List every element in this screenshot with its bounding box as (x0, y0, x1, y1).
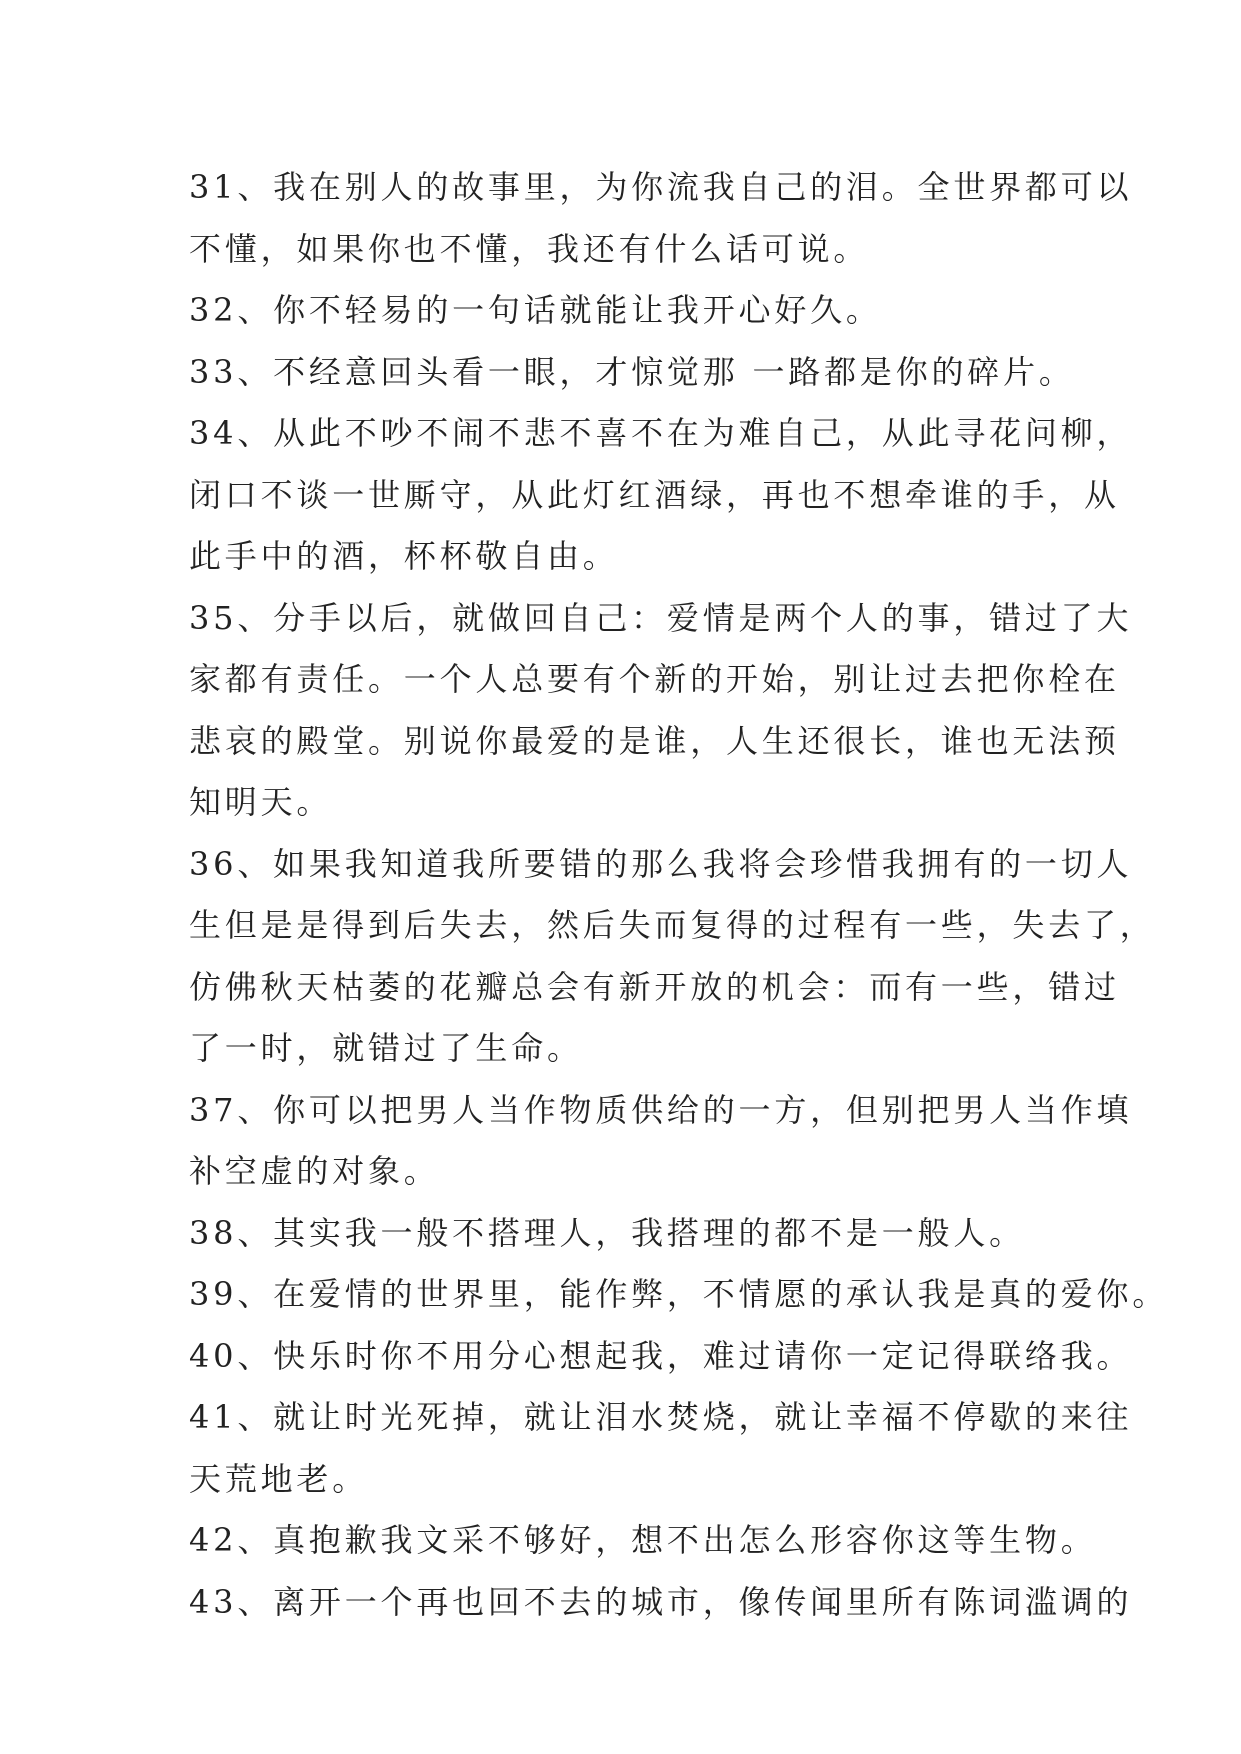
text-line: 知明天。 (189, 783, 333, 821)
text-line: 39、在爱情的世界里，能作弊，不情愿的承认我是真的爱你。 (189, 1275, 1169, 1313)
text-line: 了一时，就错过了生命。 (189, 1029, 583, 1067)
text-line: 36、如果我知道我所要错的那么我将会珍惜我拥有的一切人 (189, 844, 1133, 883)
text-line: 补空虚的对象。 (189, 1152, 440, 1190)
text-line: 闭口不谈一世厮守，从此灯红酒绿，再也不想牵谁的手，从 (189, 475, 1120, 514)
text-line: 生但是是得到后失去，然后失而复得的过程有一些，失去了， (189, 906, 1156, 944)
text-line: 33、不经意回头看一眼，才惊觉那 一路都是你的碎片。 (189, 352, 1075, 391)
text-line: 43、离开一个再也回不去的城市，像传闻里所有陈词滥调的 (189, 1582, 1133, 1621)
text-line: 31、我在别人的故事里，为你流我自己的泪。全世界都可以 (189, 168, 1133, 206)
text-line: 天荒地老。 (189, 1459, 369, 1498)
text-line: 35、分手以后，就做回自己：爱情是两个人的事，错过了大 (189, 598, 1133, 637)
text-line: 此手中的酒，杯杯敬自由。 (189, 537, 619, 575)
document-body (189, 157, 1169, 1633)
text-line: 38、其实我一般不搭理人，我搭理的都不是一般人。 (189, 1213, 1025, 1252)
text-line: 不懂，如果你也不懂，我还有什么话可说。 (189, 229, 870, 268)
text-line: 40、快乐时你不用分心想起我，难过请你一定记得联络我。 (189, 1336, 1133, 1375)
text-line: 34、从此不吵不闹不悲不喜不在为难自己，从此寻花问柳， (189, 414, 1133, 452)
text-line: 32、你不轻易的一句话就能让我开心好久。 (189, 291, 882, 329)
text-line: 家都有责任。一个人总要有个新的开始，别让过去把你栓在 (189, 660, 1120, 698)
text-line: 仿佛秋天枯萎的花瓣总会有新开放的机会：而有一些，错过 (189, 967, 1120, 1006)
text-line: 42、真抱歉我文采不够好，想不出怎么形容你这等生物。 (189, 1521, 1097, 1559)
text-line: 41、就让时光死掉，就让泪水焚烧，就让幸福不停歇的来往 (189, 1398, 1133, 1436)
text-line: 悲哀的殿堂。别说你最爱的是谁，人生还很长，谁也无法预 (189, 721, 1120, 760)
text-line: 37、你可以把男人当作物质供给的一方，但别把男人当作填 (189, 1090, 1133, 1129)
